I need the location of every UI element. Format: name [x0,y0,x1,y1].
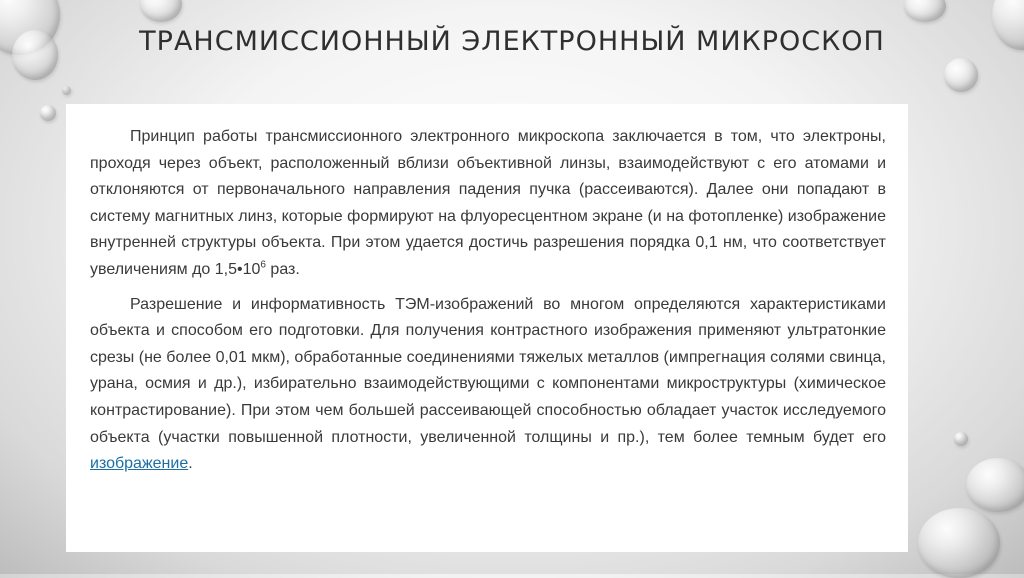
paragraph-tem-resolution [90,292,886,478]
water-droplet-decoration [40,105,56,121]
water-droplet-decoration [62,86,71,95]
water-droplet-decoration [966,458,1024,512]
exponent: 6 [260,259,266,271]
paragraph-tem-principle [90,124,886,284]
paragraph-tail: . [188,455,193,473]
water-droplet-decoration [944,58,978,92]
water-droplet-decoration [140,0,182,22]
water-droplet-decoration [954,432,968,446]
paragraph-text: Принцип работы трансмиссионного электронного микроскопа заключается в том, что электроны, проходя через объект, расположенный вблизи объективной линзы, взаимодействуют с его атомами и отклоняются от первоначального направления падения пучка (рассеиваются). Далее они попадают в систему магнитных линз, которые формируют на флуоресцентном экране (и на фотопленке) изображение внутренней структуры объекта. При этом удается достичь разрешения порядка 0,1 нм, что соответствует увеличениям до 1,5•10 [90,128,886,278]
paragraph-tail: раз. [265,260,300,278]
water-droplet-decoration [918,508,1000,578]
slide-title: ТРАНСМИССИОННЫЙ ЭЛЕКТРОННЫЙ МИКРОСКОП [139,26,885,57]
image-link[interactable]: изображение [90,455,189,473]
water-droplet-decoration [904,0,946,22]
document-text-panel [66,104,908,552]
paragraph-text: Разрешение и информативность ТЭМ-изображений во многом определяются характеристиками объекта и способом его подготовки. Для получения контрастного изображения применяют ультратонкие срезы (не более 0,01 мкм), обработанные соединениями тяжелых металлов (импрегнация солями свинца, урана, осмия и др.), избирательно взаимодействующими с компонентами микроструктуры (химическое контрастирование). При этом чем большей рассеивающей способностью обладает участок исследуемого объекта (участки повышенной плотности, увеличенной толщины и пр.), тем более темным будет его [90,295,886,446]
